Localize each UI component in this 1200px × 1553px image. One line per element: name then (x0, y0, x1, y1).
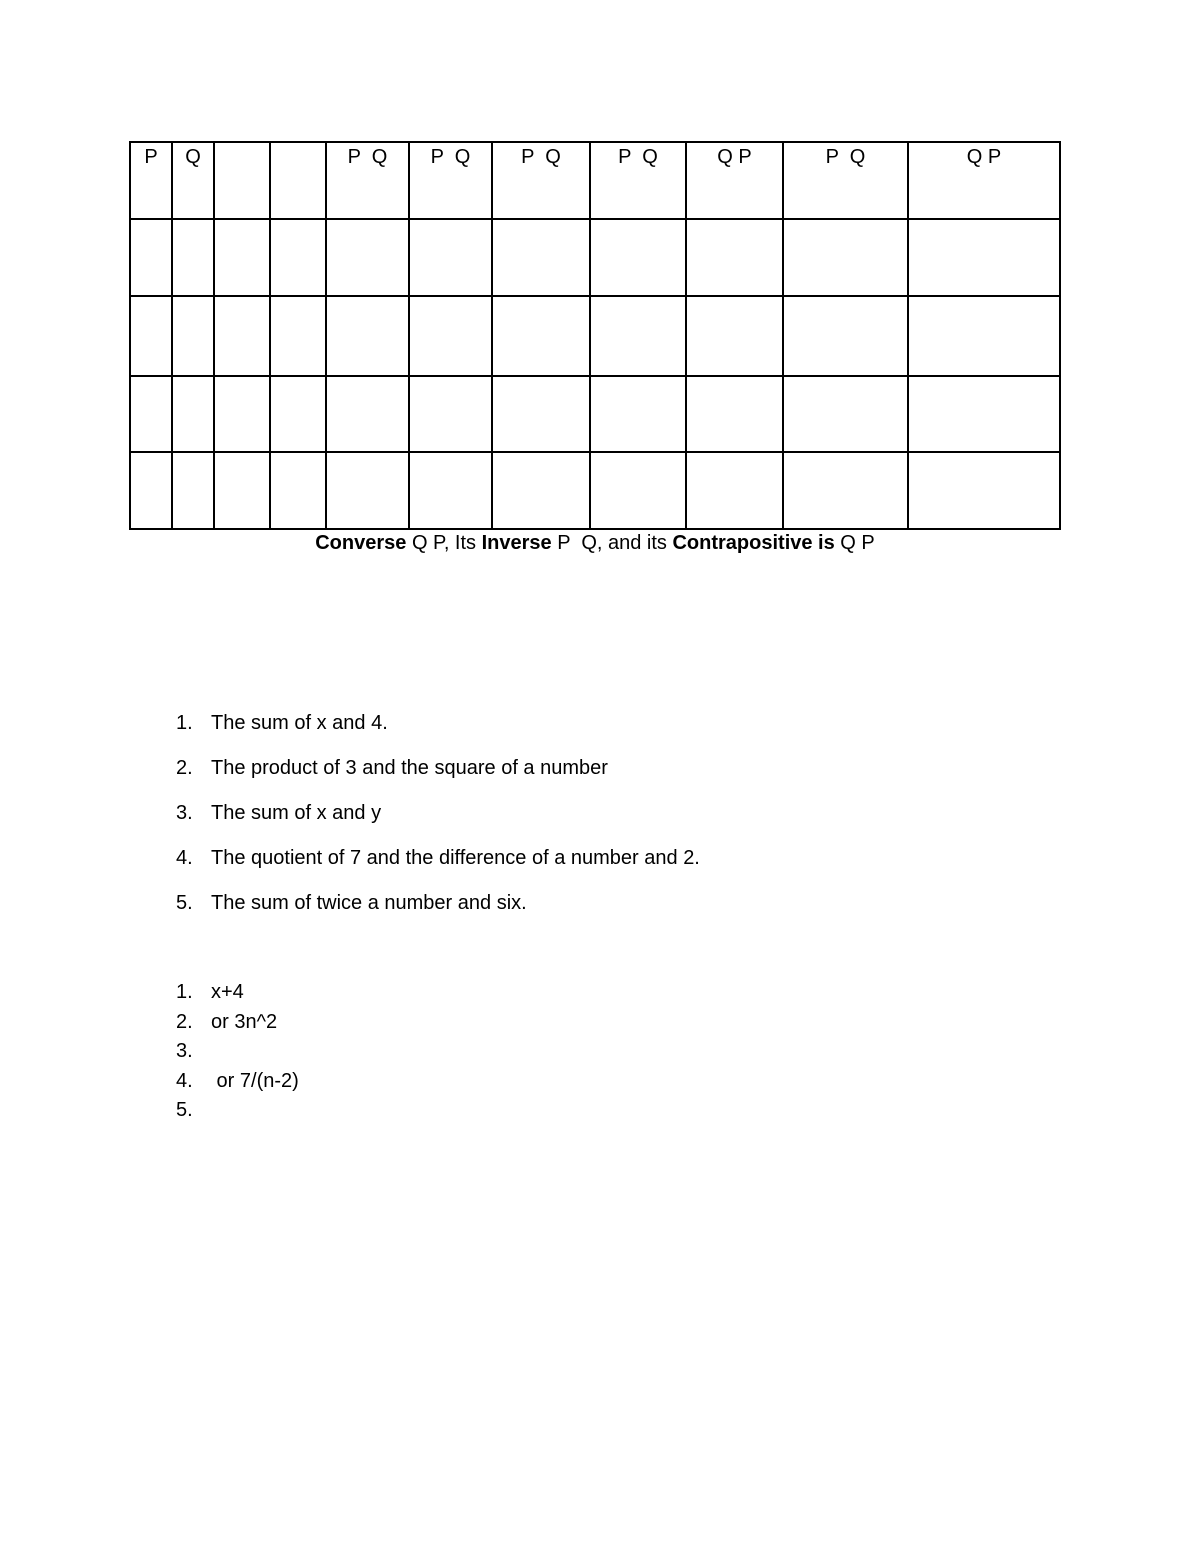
problem-text: The quotient of 7 and the difference of a number and 2. (211, 847, 700, 869)
header-cell: Q P (908, 142, 1060, 219)
list-item (176, 1038, 299, 1068)
answer-text: x+4 (211, 981, 244, 1003)
table-cell (326, 219, 409, 296)
inverse-label: Inverse (481, 532, 552, 554)
table-cell (492, 219, 590, 296)
table-cell (214, 452, 270, 529)
table-cell (590, 452, 686, 529)
list-item (176, 1068, 299, 1098)
table-cell (492, 376, 590, 452)
table-cell (908, 296, 1060, 376)
header-cell: Q P (686, 142, 783, 219)
table-cell (130, 376, 172, 452)
problem-text: The sum of x and 4. (211, 712, 388, 734)
list-number: 3. (176, 802, 193, 824)
inverse-expression: P Q, and its (551, 532, 673, 554)
table-cell (409, 219, 492, 296)
answer-text: or 3n^2 (211, 1010, 278, 1033)
table-cell (172, 296, 214, 376)
table-cell (214, 219, 270, 296)
header-cell (214, 142, 270, 219)
table-cell (172, 219, 214, 296)
list-number: 1. (176, 981, 193, 1003)
header-cell: P Q (326, 142, 409, 219)
table-cell (492, 296, 590, 376)
list-number: 5. (176, 892, 193, 914)
problem-text: The product of 3 and the square of a number (211, 757, 608, 779)
list-item (176, 755, 700, 800)
contrapositive-expression: Q P (834, 532, 875, 554)
table-cell (783, 296, 908, 376)
header-cell (270, 142, 326, 219)
conditional-statement-caption (129, 530, 1061, 556)
header-cell: P Q (590, 142, 686, 219)
table-row (130, 376, 1060, 452)
table-cell (326, 296, 409, 376)
list-number: 2. (176, 1010, 193, 1033)
list-item (176, 979, 299, 1009)
table-cell (686, 376, 783, 452)
table-cell (492, 452, 590, 529)
table-cell (908, 219, 1060, 296)
list-item (176, 710, 700, 755)
truth-table (129, 141, 1061, 530)
table-cell (270, 296, 326, 376)
list-item (176, 890, 700, 935)
list-item (176, 1009, 299, 1039)
table-row (130, 296, 1060, 376)
table-row (130, 219, 1060, 296)
header-cell: Q (172, 142, 214, 219)
list-number: 4. (176, 1069, 193, 1092)
table-row (130, 452, 1060, 529)
table-cell (783, 219, 908, 296)
table-cell (409, 376, 492, 452)
header-cell: P Q (492, 142, 590, 219)
header-cell: P (130, 142, 172, 219)
table-cell (590, 296, 686, 376)
table-cell (908, 376, 1060, 452)
table-cell (130, 219, 172, 296)
table-cell (326, 452, 409, 529)
table-cell (783, 452, 908, 529)
table-cell (130, 296, 172, 376)
table-cell (590, 219, 686, 296)
list-number: 1. (176, 712, 193, 734)
table-header-row (130, 142, 1060, 219)
table-cell (686, 452, 783, 529)
table-cell (783, 376, 908, 452)
list-number: 3. (176, 1040, 193, 1062)
table-cell (270, 376, 326, 452)
list-number: 4. (176, 847, 193, 869)
table-cell (590, 376, 686, 452)
table-cell (908, 452, 1060, 529)
table-cell (270, 452, 326, 529)
header-cell: P Q (783, 142, 908, 219)
table-cell (409, 452, 492, 529)
list-number: 2. (176, 757, 193, 779)
list-number: 5. (176, 1099, 193, 1121)
problem-text: The sum of twice a number and six. (211, 892, 527, 914)
contrapositive-label: Contrapositive is (672, 532, 835, 554)
table-cell (172, 376, 214, 452)
problem-text: The sum of x and y (211, 802, 382, 824)
converse-label: Converse (315, 532, 407, 554)
header-cell: P Q (409, 142, 492, 219)
list-item (176, 845, 700, 890)
problem-list (176, 710, 700, 935)
list-item (176, 800, 700, 845)
table-cell (214, 296, 270, 376)
table-cell (686, 219, 783, 296)
table-cell (130, 452, 172, 529)
table-cell (409, 296, 492, 376)
answer-list (176, 979, 299, 1127)
list-item (176, 1097, 299, 1127)
table-cell (686, 296, 783, 376)
table-cell (270, 219, 326, 296)
converse-expression: Q P, Its (406, 532, 482, 554)
table-cell (326, 376, 409, 452)
table-cell (214, 376, 270, 452)
table-cell (172, 452, 214, 529)
answer-text: or 7/(n-2) (211, 1069, 299, 1092)
